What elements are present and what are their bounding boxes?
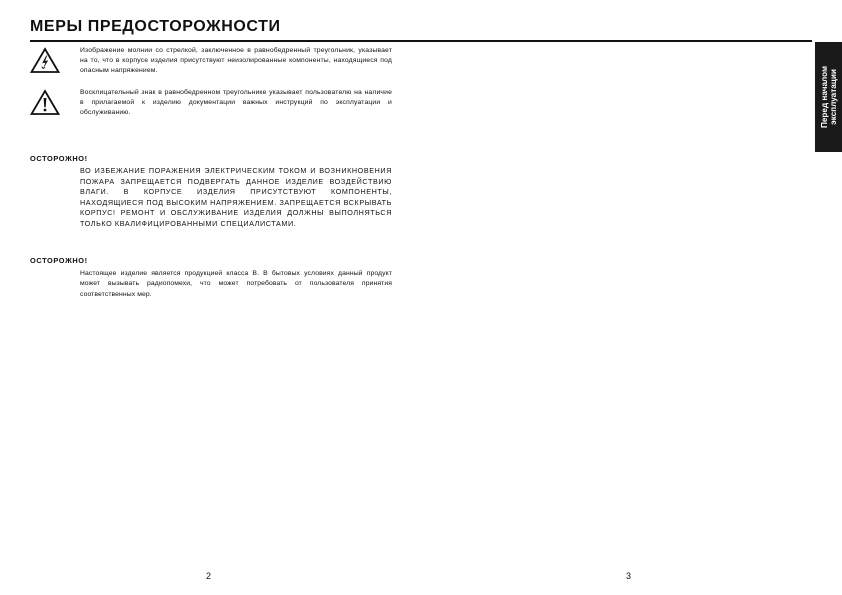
caution-heading: ОСТОРОЖНО!	[30, 154, 88, 163]
caution-heading: ОСТОРОЖНО!	[30, 256, 88, 265]
section-tab-line-2: эксплуатации	[828, 69, 838, 125]
exclamation-symbol-description: Восклицательный знак в равнобедренном треугольнике указывает пользователю на наличие в прилагаемой к изделию документации важных инструкций по эксплуатации и обслуживанию.	[80, 89, 392, 117]
section-tab	[815, 42, 842, 152]
caution-text-shock: ВО ИЗБЕЖАНИЕ ПОРАЖЕНИЯ ЭЛЕКТРИЧЕСКИМ ТОКОМ И ВОЗНИКНОВЕНИЯ ПОЖАРА ЗАПРЕЩАЕТСЯ ПОДВЕРГАТЬ ДАННОЕ ИЗДЕЛИЕ ВОЗДЕЙСТВИЮ ВЛАГИ. В КОРПУСЕ ИЗДЕЛИЯ ПРИСУТСТВУЮТ КОМПОНЕНТЫ, НАХОДЯЩИЕСЯ ПОД ВЫСОКИМ НАПРЯЖЕНИЕМ. ЗАПРЕЩАЕТСЯ ВСКРЫВАТЬ КОРПУС! РЕМОНТ И ОБСЛУЖИВАНИЕ ИЗДЕЛИЯ ДОЛЖНЫ ВЫПОЛНЯТЬСЯ ТОЛЬКО КВАЛИФИЦИРОВАННЫМИ СПЕЦИАЛИСТАМИ.	[80, 166, 392, 228]
page-number-left: 2	[206, 571, 212, 581]
lightning-warning-icon	[30, 47, 60, 74]
page-title: МЕРЫ ПРЕДОСТОРОЖНОСТИ	[30, 18, 281, 35]
exclamation-warning-icon	[30, 89, 60, 116]
section-tab-label	[820, 66, 838, 128]
section-tab-line-1: Перед началом	[819, 65, 829, 129]
caution-text-class-b: Настоящее изделие является продукцией класса B. В бытовых условиях данный продукт может вызывать радиопомехи, что может потребовать от пользователя принятия соответственных мер.	[80, 270, 392, 298]
page-number-right: 3	[626, 571, 632, 581]
title-underline	[30, 40, 812, 42]
lightning-symbol-description: Изображение молнии со стрелкой, заключенное в равнобедренный треугольник, указывает на то, что в корпусе изделия присутствуют неизолированные компоненты, находящиеся под опасным напряжением.	[80, 47, 392, 75]
